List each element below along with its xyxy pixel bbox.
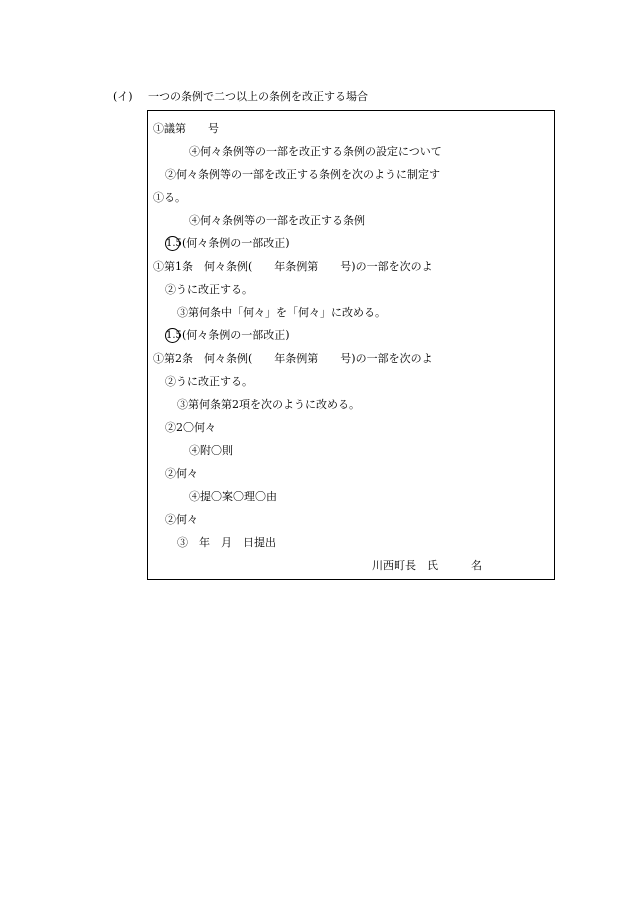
reason-body: ②何々 <box>165 513 198 526</box>
article-2-line-2: ②うに改正する。 <box>165 375 253 388</box>
article-1-line-1: ①第1条 何々条例( 年条例第 号)の一部を次のよ <box>153 260 433 273</box>
enactment-line-1: ②何々条例等の一部を改正する条例を次のように制定す <box>165 168 440 181</box>
clause-2-line: ②2〇何々 <box>165 421 216 434</box>
article-2-caption: 1.5(何々条例の一部改正) <box>166 328 290 342</box>
bill-number-line: ①議第 号 <box>153 122 219 135</box>
enactment-line-2: ①る。 <box>153 191 186 204</box>
line-spacing-mark: 1.5 <box>166 330 182 341</box>
article-2-amendment: ③第何条第2項を次のように改める。 <box>177 398 360 411</box>
article-2-line-1: ①第2条 何々条例( 年条例第 号)の一部を次のよ <box>153 352 433 365</box>
line-spacing-mark: 1.5 <box>166 238 182 249</box>
template-box <box>147 110 555 580</box>
heading-number: (イ) <box>113 90 133 103</box>
article-1-amendment: ③第何条中「何々」を「何々」に改める。 <box>177 306 386 319</box>
submission-date: ③ 年 月 日提出 <box>177 536 276 549</box>
supplementary-body: ②何々 <box>165 467 198 480</box>
reason-heading: ④提〇案〇理〇由 <box>189 490 277 503</box>
section-heading <box>113 88 368 104</box>
article-1-line-2: ②うに改正する。 <box>165 283 253 296</box>
signature-line: 川西町長 氏 名 <box>372 559 482 572</box>
bill-title-line: ④何々条例等の一部を改正する条例の設定について <box>189 145 442 158</box>
heading-text: 一つの条例で二つ以上の条例を改正する場合 <box>148 90 368 103</box>
article-1-caption: 1.5(何々条例の一部改正) <box>166 236 290 250</box>
supplementary-heading: ④附〇則 <box>189 444 233 457</box>
ordinance-title-line: ④何々条例等の一部を改正する条例 <box>189 214 365 227</box>
